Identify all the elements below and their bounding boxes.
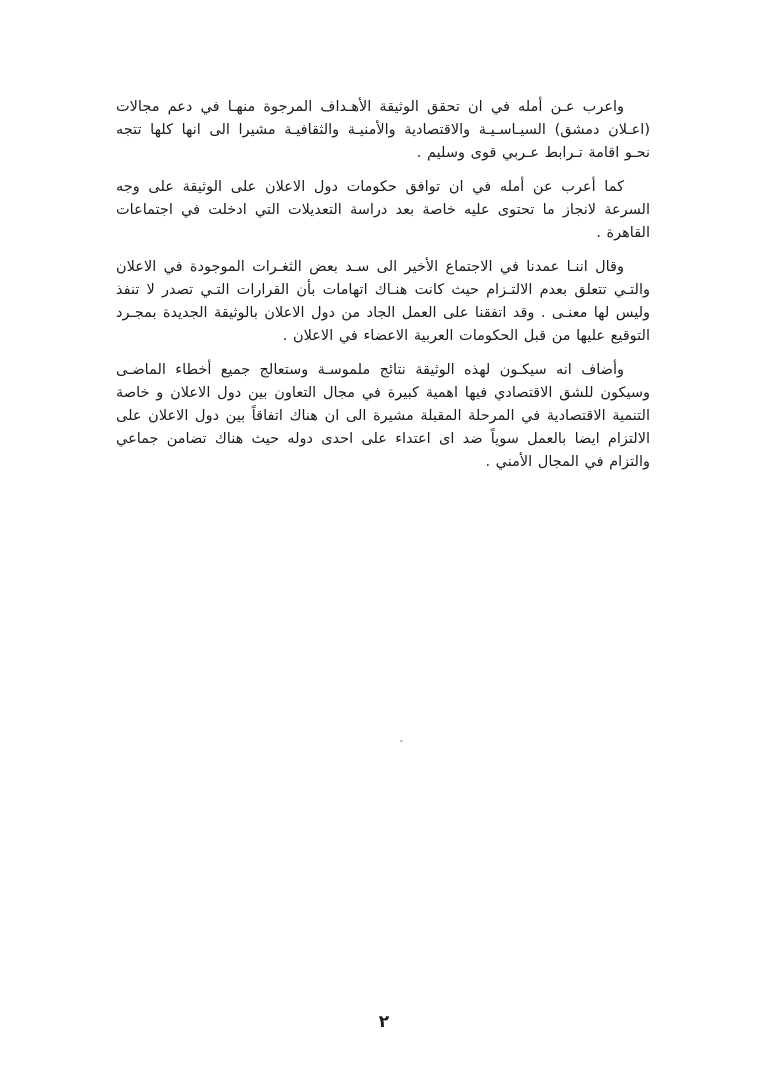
scan-speck [400,740,403,742]
paragraph-2: كما أعرب عن أمله في ان توافق حكومات دول الاعلان على الوثيقة على وجه السرعة لانجاز ما تحتوى عليه خاصة بعد دراسة التعديلات التي ادخلت في اجتماعات القاهرة . [116,179,650,241]
body-text [116,96,650,485]
paragraph-4: وأضاف انه سيكـون لهذه الوثيقة نتائج ملموسـة وستعالج جميع أخطاء الماضـى وسيكون للشق الاقتصادي فيها اهمية كبيرة في مجال التعاون بين دول الاعلان و خاصة التنمية الاقتصادية في المرحلة المقبلة مشيرة الى ان هناك اتفاقاً بين دول الاعلان على الالتزام ايضا بالعمل سوياً ضد اى اعتداء على احدى دوله حيث هناك تضامن جماعي والتزام في المجال الأمني . [116,362,650,470]
page-number: ٢ [378,1012,390,1032]
paragraph-3: وقال اننـا عمدنا في الاجتماع الأخير الى سـد بعض الثغـرات الموجودة في الاعلان والتـي تتعلق بعدم الالتـزام حيث كانت هنـاك اتهامات بأن القرارات التـي تصدر لا تنفذ وليس لها معنـى . وقد اتفقنا على العمل الجاد من دول الاعلان بالوثيقة الجديدة بمجـرد التوقيع عليها من قبل الحكومات العربية الاعضاء في الاعلان . [116,259,650,344]
paragraph-1: واعرب عـن أمله في ان تحقق الوثيقة الأهـداف المرجوة منهـا في دعم مجالات (اعـلان دمشق) السيـاسـيـة والاقتصادية والأمنيـة والثقافيـة مشيرا الى انها كلها تتجه نحـو اقامة تـرابط عـربي قوى وسليم . [116,99,650,161]
